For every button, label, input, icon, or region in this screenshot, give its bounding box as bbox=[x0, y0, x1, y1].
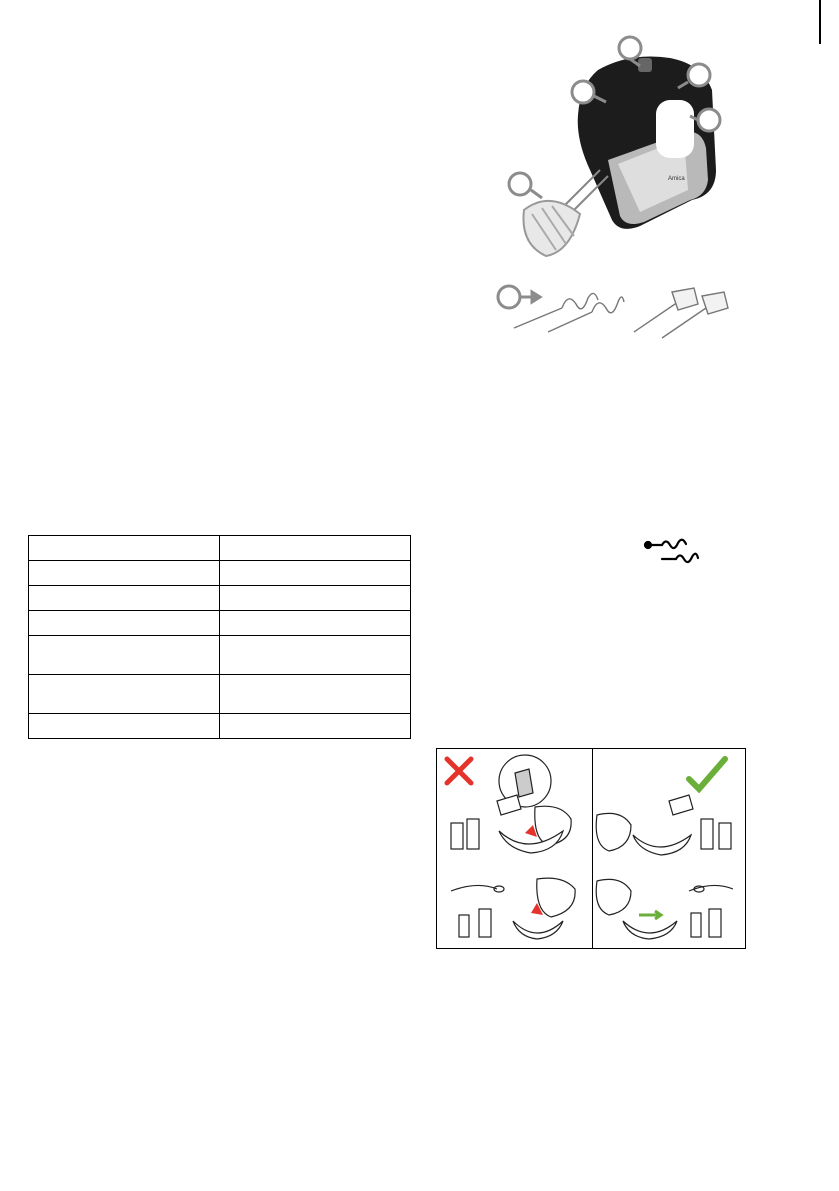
table-cell bbox=[220, 561, 411, 586]
accessories-illustration bbox=[490, 280, 750, 342]
table-cell bbox=[220, 536, 411, 561]
callout-accessories bbox=[498, 286, 540, 308]
usage-drawings bbox=[437, 749, 747, 950]
table-row bbox=[29, 611, 411, 636]
table-cell bbox=[220, 714, 411, 739]
table-row bbox=[29, 561, 411, 586]
usage-illustration bbox=[436, 748, 746, 949]
table-row bbox=[29, 586, 411, 611]
table-cell bbox=[220, 675, 411, 714]
dough-hook-symbol-icon bbox=[640, 536, 704, 566]
table-row bbox=[29, 714, 411, 739]
beaters bbox=[523, 170, 608, 256]
table-cell bbox=[29, 611, 220, 636]
right-usage-drawing bbox=[596, 795, 733, 939]
table-cell bbox=[220, 636, 411, 675]
table-cell bbox=[29, 561, 220, 586]
table-cell bbox=[29, 636, 220, 675]
table-row bbox=[29, 636, 411, 675]
table-cell bbox=[29, 536, 220, 561]
cross-icon bbox=[447, 759, 471, 783]
table-cell bbox=[29, 714, 220, 739]
spec-table bbox=[28, 535, 411, 739]
spare-beaters bbox=[634, 288, 728, 338]
mixer-illustration bbox=[480, 30, 750, 280]
checkmark-icon bbox=[689, 759, 725, 789]
table-row bbox=[29, 536, 411, 561]
brand-logo: Amica bbox=[668, 176, 685, 182]
table-cell bbox=[220, 586, 411, 611]
page-cut-mark bbox=[819, 0, 821, 44]
table-cell bbox=[220, 611, 411, 636]
table-row bbox=[29, 675, 411, 714]
table-cell bbox=[29, 586, 220, 611]
table-cell bbox=[29, 675, 220, 714]
